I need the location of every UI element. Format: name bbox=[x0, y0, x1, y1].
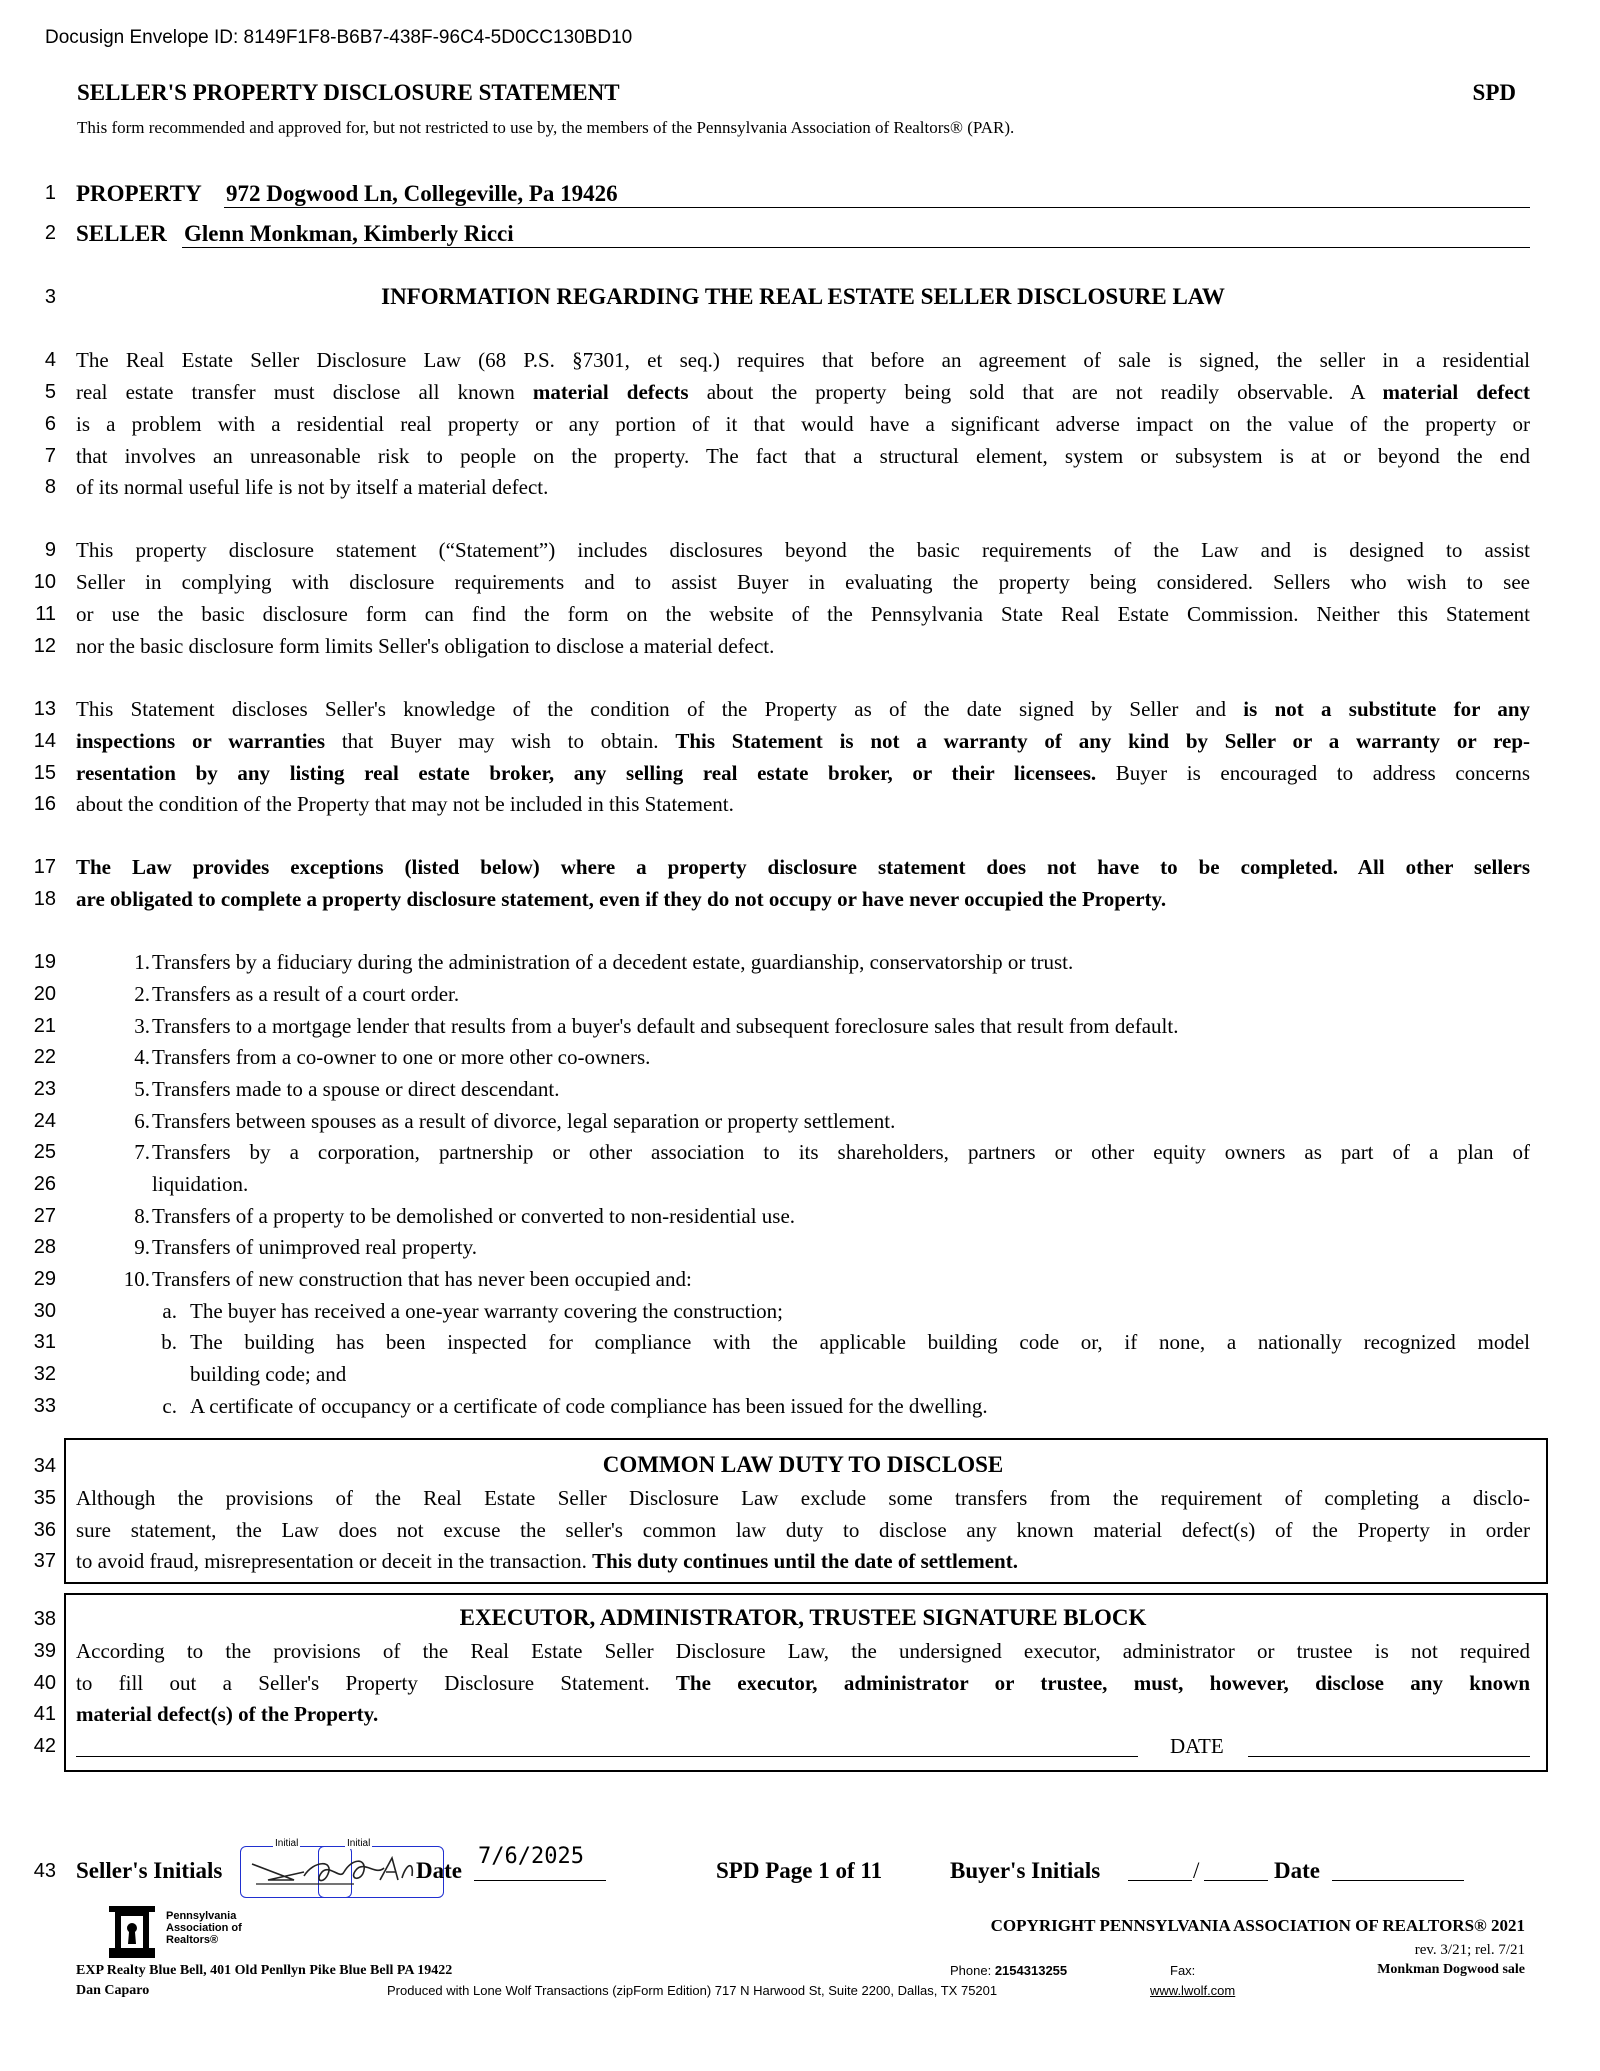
list-item-continued: liquidation. bbox=[152, 1172, 249, 1196]
buyer-initial-line-1[interactable] bbox=[1128, 1880, 1192, 1881]
text-line: nor the basic disclosure form limits Seller's obligation to disclose a material defect. bbox=[76, 634, 775, 658]
line-number: 6 bbox=[44, 413, 56, 435]
par-logo-text bbox=[166, 1910, 242, 1946]
seller-date-value[interactable]: 7/6/2025 bbox=[478, 1844, 584, 1869]
text-line bbox=[76, 761, 1530, 785]
line-number: 5 bbox=[44, 381, 56, 403]
office-address: EXP Realty Blue Bell, 401 Old Penllyn Pike Blue Bell PA 19422 bbox=[76, 1963, 453, 1978]
text-line bbox=[76, 1549, 1530, 1573]
text-span-bold: is not a substitute for any bbox=[1243, 697, 1531, 721]
property-value[interactable]: 972 Dogwood Ln, Collegeville, Pa 19426 bbox=[226, 181, 618, 206]
line-number: 43 bbox=[33, 1860, 56, 1882]
text-span-bold: resentation by any listing real estate broker, any selling real estate broker, or their licensees. bbox=[76, 761, 1097, 785]
list-item: Transfers between spouses as a result of divorce, legal separation or property settlement. bbox=[152, 1109, 896, 1133]
produced-by: Produced with Lone Wolf Transactions (zipForm Edition) 717 N Harwood St, Suite 2200, Dallas, TX 75201 bbox=[387, 1983, 998, 1998]
line-number: 4 bbox=[44, 349, 56, 371]
text-span: to avoid fraud, misrepresentation or deceit in the transaction. bbox=[76, 1549, 593, 1573]
text-line: is a problem with a residential real property or any portion of it that would have a significant adverse impact on the value of the property or bbox=[76, 412, 1530, 436]
text-line bbox=[76, 380, 1530, 404]
text-line: material defect(s) of the Property. bbox=[76, 1702, 379, 1726]
text-line: that involves an unreasonable risk to people on the property. The fact that a structural element, system or subsystem is at or beyond the end bbox=[76, 444, 1530, 468]
form-title: SELLER'S PROPERTY DISCLOSURE STATEMENT bbox=[77, 80, 620, 105]
sublist-item: The building has been inspected for compliance with the applicable building code or, if none, a nationally recognized model bbox=[190, 1330, 1530, 1354]
par-logo-line: Realtors® bbox=[166, 1934, 219, 1946]
property-underline bbox=[224, 207, 1530, 208]
list-number: 7. bbox=[134, 1140, 150, 1164]
text-span: real estate transfer must disclose all known bbox=[76, 380, 533, 404]
phone-value: 2154313255 bbox=[994, 1963, 1068, 1978]
seller-value[interactable]: Glenn Monkman, Kimberly Ricci bbox=[184, 221, 514, 246]
line-number: 40 bbox=[33, 1672, 56, 1694]
line-number: 8 bbox=[44, 476, 56, 498]
line-number: 42 bbox=[33, 1735, 56, 1757]
list-item: Transfers made to a spouse or direct descendant. bbox=[152, 1077, 560, 1101]
list-number: 1. bbox=[134, 950, 150, 974]
list-item: Transfers from a co-owner to one or more other co-owners. bbox=[152, 1045, 651, 1069]
line-number: 3 bbox=[44, 286, 56, 308]
seller-initials-signature-icon bbox=[244, 1850, 440, 1892]
executor-date-label: DATE bbox=[1170, 1734, 1224, 1758]
buyer-initials-label: Buyer's Initials bbox=[950, 1858, 1101, 1883]
list-number: 3. bbox=[134, 1014, 150, 1038]
list-item: Transfers of new construction that has never been occupied and: bbox=[152, 1267, 692, 1291]
list-number: 10. bbox=[123, 1267, 150, 1291]
line-number: 12 bbox=[33, 635, 56, 657]
line-number: 2 bbox=[44, 222, 56, 244]
line-number: 38 bbox=[33, 1608, 56, 1630]
text-span: about the property being sold that are not readily observable. A bbox=[688, 380, 1383, 404]
text-line: about the condition of the Property that may not be included in this Statement. bbox=[76, 792, 734, 816]
line-number: 15 bbox=[33, 762, 56, 784]
line-number: 21 bbox=[33, 1015, 56, 1037]
line-number: 32 bbox=[33, 1363, 56, 1385]
phone bbox=[950, 1963, 1067, 1978]
buyer-initial-line-2[interactable] bbox=[1204, 1880, 1268, 1881]
text-line: The Law provides exceptions (listed below) where a property disclosure statement does not have to be completed. All other sellers bbox=[76, 855, 1530, 879]
line-number: 11 bbox=[35, 603, 56, 625]
list-number: 9. bbox=[134, 1235, 150, 1259]
list-item: Transfers by a corporation, partnership or other association to its shareholders, partners or other equity owners as part of a plan of bbox=[152, 1140, 1530, 1164]
common-law-heading: COMMON LAW DUTY TO DISCLOSE bbox=[602, 1452, 1004, 1477]
initial-tag: Initial bbox=[347, 1838, 371, 1849]
line-number: 16 bbox=[33, 793, 56, 815]
property-label: PROPERTY bbox=[76, 181, 202, 206]
buyer-initials-separator: / bbox=[1193, 1858, 1200, 1883]
text-span-bold: material defect bbox=[1382, 380, 1530, 404]
list-item: Transfers by a fiduciary during the administration of a decedent estate, guardianship, conservatorship or trust. bbox=[152, 950, 1074, 974]
copyright: COPYRIGHT PENNSYLVANIA ASSOCIATION OF REALTORS® 2021 bbox=[990, 1916, 1525, 1935]
text-line: are obligated to complete a property disclosure statement, even if they do not occupy or have never occupied the Property. bbox=[76, 887, 1167, 911]
line-number: 28 bbox=[33, 1236, 56, 1258]
seller-initials-label: Seller's Initials bbox=[76, 1858, 223, 1883]
executor-signature-line[interactable] bbox=[76, 1756, 1138, 1757]
executor-heading: EXECUTOR, ADMINISTRATOR, TRUSTEE SIGNATURE BLOCK bbox=[459, 1605, 1147, 1630]
par-logo-line: Association of bbox=[166, 1922, 242, 1934]
line-number: 23 bbox=[33, 1078, 56, 1100]
line-number: 18 bbox=[33, 888, 56, 910]
line-number: 34 bbox=[33, 1455, 56, 1477]
line-number: 7 bbox=[44, 445, 56, 467]
text-span: This Statement discloses Seller's knowledge of the condition of the Property as of the date signed by Seller and bbox=[76, 697, 1244, 721]
text-line: According to the provisions of the Real Estate Seller Disclosure Law, the undersigned executor, administrator or trustee is not required bbox=[76, 1639, 1530, 1663]
revision: rev. 3/21; rel. 7/21 bbox=[1414, 1942, 1525, 1958]
line-number: 25 bbox=[33, 1141, 56, 1163]
sublist-item: A certificate of occupancy or a certificate of code compliance has been issued for the dwelling. bbox=[190, 1394, 988, 1418]
text-line: sure statement, the Law does not excuse the seller's common law duty to disclose any known material defect(s) of the Property in order bbox=[76, 1518, 1530, 1542]
line-number: 22 bbox=[33, 1046, 56, 1068]
par-logo-line: Pennsylvania bbox=[166, 1910, 237, 1922]
line-number: 20 bbox=[33, 983, 56, 1005]
text-line: This property disclosure statement (“Statement”) includes disclosures beyond the basic requirements of the Law and is designed to assist bbox=[76, 538, 1530, 562]
text-line bbox=[76, 1671, 1530, 1695]
line-number: 41 bbox=[33, 1703, 56, 1725]
line-number: 36 bbox=[33, 1519, 56, 1541]
seller-date-line bbox=[474, 1880, 606, 1881]
seller-date-label: Date bbox=[416, 1858, 462, 1883]
list-number: 8. bbox=[134, 1204, 150, 1228]
sublist-letter: b. bbox=[161, 1330, 177, 1354]
list-number: 2. bbox=[134, 982, 150, 1006]
text-line bbox=[76, 729, 1530, 753]
envelope-id: Docusign Envelope ID: 8149F1F8-B6B7-438F-96C4-5D0CC130BD10 bbox=[45, 27, 633, 48]
info-heading: INFORMATION REGARDING THE REAL ESTATE SELLER DISCLOSURE LAW bbox=[381, 284, 1225, 309]
line-number: 26 bbox=[33, 1173, 56, 1195]
list-item: Transfers to a mortgage lender that results from a buyer's default and subsequent foreclosure sales that result from default. bbox=[152, 1014, 1179, 1038]
fax-label: Fax: bbox=[1170, 1963, 1196, 1978]
line-number: 31 bbox=[33, 1331, 56, 1353]
line-number: 29 bbox=[33, 1268, 56, 1290]
form-subtitle: This form recommended and approved for, but not restricted to use by, the members of the Pennsylvania Association of Realtors® (PAR). bbox=[77, 118, 1015, 137]
text-span: that Buyer may wish to obtain. bbox=[325, 729, 676, 753]
text-span-bold: inspections or warranties bbox=[76, 729, 326, 753]
line-number: 17 bbox=[33, 856, 56, 878]
line-number: 9 bbox=[44, 539, 56, 561]
list-item: Transfers of a property to be demolished or converted to non-residential use. bbox=[152, 1204, 796, 1228]
line-number: 30 bbox=[33, 1300, 56, 1322]
buyer-date-label: Date bbox=[1274, 1858, 1320, 1883]
sublist-letter: c. bbox=[162, 1394, 177, 1418]
text-line: of its normal useful life is not by itself a material defect. bbox=[76, 475, 549, 499]
sublist-letter: a. bbox=[162, 1299, 177, 1323]
executor-date-line[interactable] bbox=[1248, 1756, 1530, 1757]
text-line bbox=[76, 697, 1530, 721]
line-number: 13 bbox=[33, 698, 56, 720]
text-line: or use the basic disclosure form can find the form on the website of the Pennsylvania State Real Estate Commission. Neither this Statement bbox=[76, 602, 1530, 626]
line-number: 39 bbox=[33, 1640, 56, 1662]
line-number: 37 bbox=[33, 1550, 56, 1572]
par-keystone-logo-icon bbox=[105, 1904, 159, 1960]
list-number: 5. bbox=[134, 1077, 150, 1101]
text-span-bold: The executor, administrator or trustee, must, however, disclose any known bbox=[675, 1671, 1530, 1695]
line-number: 1 bbox=[44, 182, 56, 204]
text-line: Seller in complying with disclosure requirements and to assist Buyer in evaluating the property being considered. Sellers who wish to see bbox=[76, 570, 1530, 594]
list-number: 6. bbox=[134, 1109, 150, 1133]
page-indicator: SPD Page 1 of 11 bbox=[716, 1858, 883, 1883]
list-number: 4. bbox=[134, 1045, 150, 1069]
line-number: 35 bbox=[33, 1487, 56, 1509]
line-number: 27 bbox=[33, 1205, 56, 1227]
form-code: SPD bbox=[1472, 80, 1516, 105]
line-number: 19 bbox=[33, 951, 56, 973]
line-number: 33 bbox=[33, 1395, 56, 1417]
line-number: 10 bbox=[33, 571, 56, 593]
website-link[interactable]: www.lwolf.com bbox=[1150, 1983, 1236, 1998]
seller-underline bbox=[182, 247, 1530, 248]
line-number: 14 bbox=[33, 730, 56, 752]
list-item: Transfers of unimproved real property. bbox=[152, 1235, 478, 1259]
text-span: to fill out a Seller's Property Disclosure Statement. bbox=[76, 1671, 676, 1695]
sublist-item: The buyer has received a one-year warranty covering the construction; bbox=[190, 1299, 783, 1323]
list-item: Transfers as a result of a court order. bbox=[152, 982, 460, 1006]
seller-label: SELLER bbox=[76, 221, 167, 246]
text-span-bold: This Statement is not a warranty of any kind by Seller or a warranty or rep- bbox=[675, 729, 1531, 753]
sublist-item-continued: building code; and bbox=[190, 1362, 347, 1386]
text-span-bold: This duty continues until the date of settlement. bbox=[592, 1549, 1018, 1573]
text-span-bold: material defects bbox=[532, 380, 689, 404]
text-span: Buyer is encouraged to address concerns bbox=[1096, 761, 1530, 785]
file-name: Monkman Dogwood sale bbox=[1377, 1962, 1525, 1977]
text-line: Although the provisions of the Real Estate Seller Disclosure Law exclude some transfers from the requirement of completing a disclo- bbox=[76, 1486, 1530, 1510]
initial-tag: Initial bbox=[275, 1838, 299, 1849]
line-number: 24 bbox=[33, 1110, 56, 1132]
phone-label: Phone: bbox=[950, 1963, 992, 1978]
text-line: The Real Estate Seller Disclosure Law (68 P.S. §7301, et seq.) requires that before an agreement of sale is signed, the seller in a residential bbox=[76, 348, 1530, 372]
agent-name: Dan Caparo bbox=[76, 1983, 150, 1998]
buyer-date-line[interactable] bbox=[1332, 1880, 1464, 1881]
